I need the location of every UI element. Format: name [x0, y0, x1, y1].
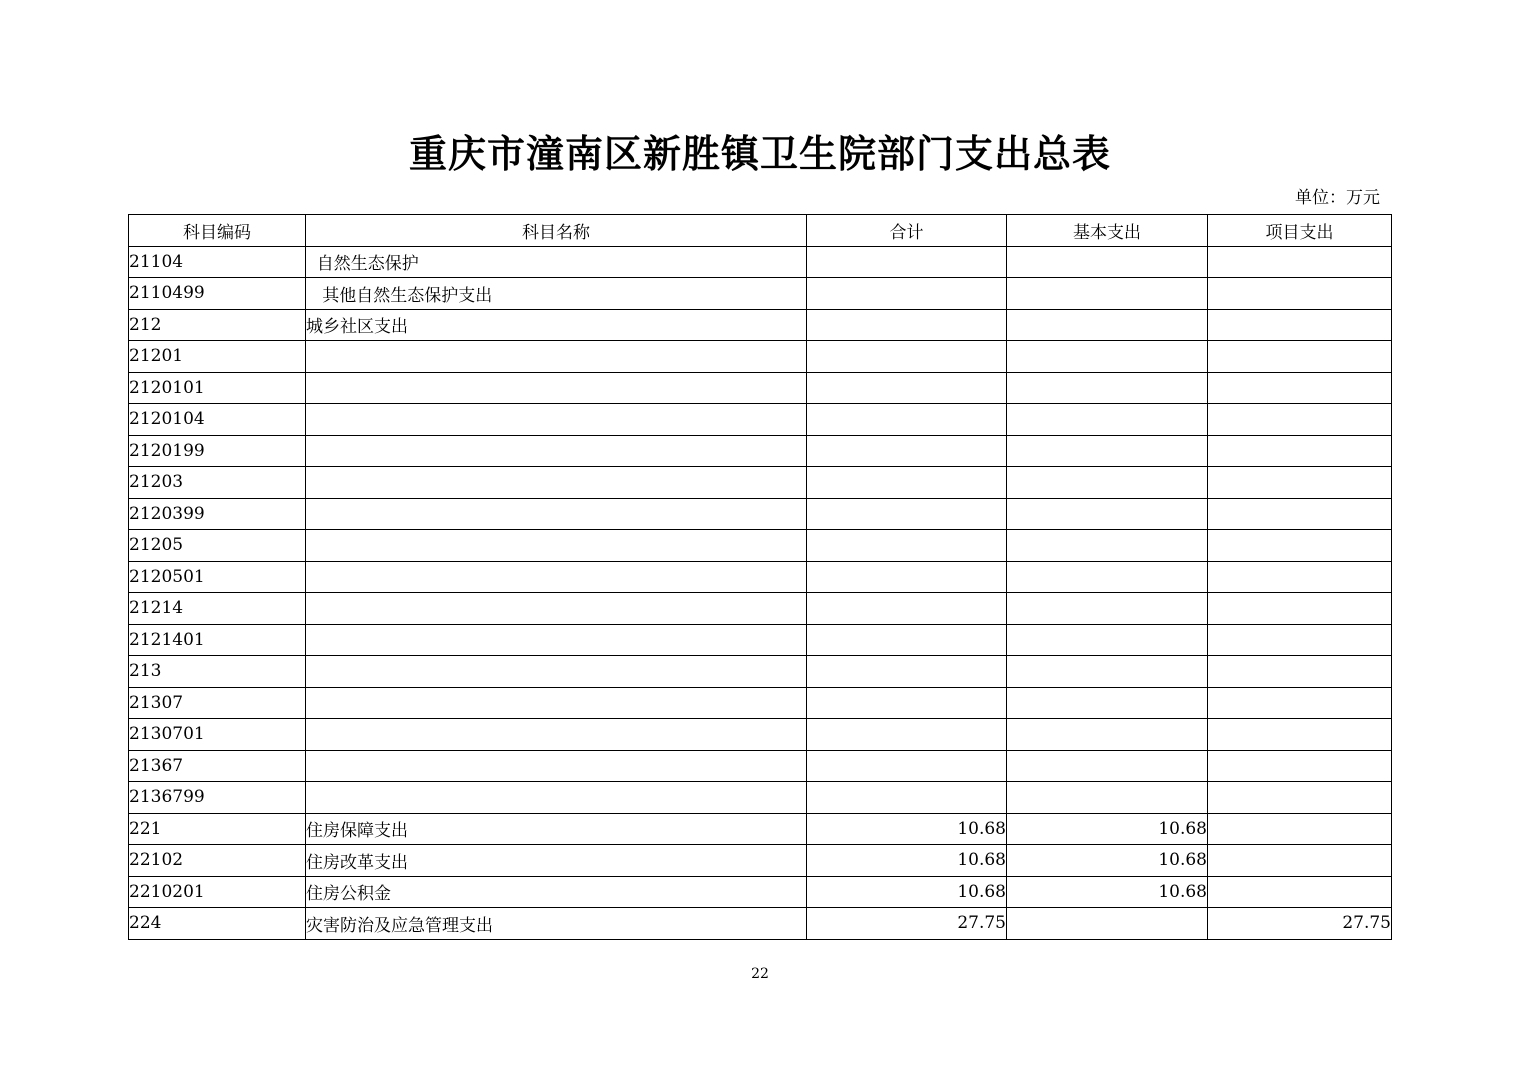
cell-name: 自然生态保护 — [306, 246, 807, 278]
cell-project — [1208, 593, 1392, 625]
table-body — [129, 246, 1392, 939]
column-header-project: 项目支出 — [1208, 215, 1392, 247]
page-number: 22 — [751, 966, 769, 982]
cell-project — [1208, 467, 1392, 499]
cell-total — [807, 309, 1007, 341]
cell-code: 21104 — [129, 246, 306, 278]
cell-basic — [1007, 404, 1208, 436]
cell-basic — [1007, 593, 1208, 625]
cell-code: 21205 — [129, 530, 306, 562]
cell-code: 2210201 — [129, 876, 306, 908]
cell-basic — [1007, 750, 1208, 782]
table-row — [129, 813, 1392, 845]
cell-total: 27.75 — [807, 908, 1007, 940]
cell-name — [306, 593, 807, 625]
cell-project — [1208, 813, 1392, 845]
cell-total — [807, 656, 1007, 688]
cell-name — [306, 404, 807, 436]
cell-total — [807, 435, 1007, 467]
cell-project — [1208, 656, 1392, 688]
table-row — [129, 782, 1392, 814]
cell-basic — [1007, 498, 1208, 530]
cell-basic: 10.68 — [1007, 845, 1208, 877]
cell-basic — [1007, 656, 1208, 688]
cell-basic — [1007, 467, 1208, 499]
cell-code: 2110499 — [129, 278, 306, 310]
column-header-total: 合计 — [807, 215, 1007, 247]
cell-basic — [1007, 908, 1208, 940]
table-row — [129, 719, 1392, 751]
table-row — [129, 876, 1392, 908]
cell-code: 21203 — [129, 467, 306, 499]
table-row — [129, 750, 1392, 782]
cell-code: 21214 — [129, 593, 306, 625]
cell-project: 27.75 — [1208, 908, 1392, 940]
cell-basic — [1007, 278, 1208, 310]
cell-code: 2120199 — [129, 435, 306, 467]
cell-total: 10.68 — [807, 876, 1007, 908]
table-row — [129, 372, 1392, 404]
cell-total — [807, 782, 1007, 814]
cell-project — [1208, 278, 1392, 310]
cell-name — [306, 341, 807, 373]
cell-basic — [1007, 435, 1208, 467]
cell-total — [807, 404, 1007, 436]
cell-code: 21307 — [129, 687, 306, 719]
cell-project — [1208, 372, 1392, 404]
table-row — [129, 467, 1392, 499]
table-header-row — [129, 215, 1392, 247]
cell-total — [807, 278, 1007, 310]
cell-total — [807, 624, 1007, 656]
cell-name — [306, 624, 807, 656]
cell-code: 2120399 — [129, 498, 306, 530]
table-row — [129, 341, 1392, 373]
table-row — [129, 845, 1392, 877]
cell-total — [807, 719, 1007, 751]
expenditure-table — [128, 214, 1392, 940]
cell-code: 2120101 — [129, 372, 306, 404]
cell-basic: 10.68 — [1007, 813, 1208, 845]
cell-total — [807, 687, 1007, 719]
cell-name — [306, 687, 807, 719]
cell-basic — [1007, 687, 1208, 719]
cell-total — [807, 498, 1007, 530]
cell-basic — [1007, 530, 1208, 562]
cell-total — [807, 341, 1007, 373]
column-header-basic: 基本支出 — [1007, 215, 1208, 247]
cell-name — [306, 719, 807, 751]
cell-name — [306, 561, 807, 593]
page-title: 重庆市潼南区新胜镇卫生院部门支出总表 — [408, 131, 1111, 176]
table-row — [129, 246, 1392, 278]
cell-basic — [1007, 782, 1208, 814]
cell-project — [1208, 435, 1392, 467]
cell-code: 21367 — [129, 750, 306, 782]
cell-code: 2120104 — [129, 404, 306, 436]
cell-name: 住房改革支出 — [306, 845, 807, 877]
table-row — [129, 530, 1392, 562]
cell-basic — [1007, 372, 1208, 404]
table-row — [129, 624, 1392, 656]
cell-total — [807, 530, 1007, 562]
cell-name — [306, 782, 807, 814]
cell-total: 10.68 — [807, 845, 1007, 877]
cell-name: 其他自然生态保护支出 — [306, 278, 807, 310]
cell-name — [306, 530, 807, 562]
cell-code: 2121401 — [129, 624, 306, 656]
cell-total — [807, 246, 1007, 278]
cell-project — [1208, 782, 1392, 814]
cell-code: 224 — [129, 908, 306, 940]
cell-project — [1208, 530, 1392, 562]
cell-project — [1208, 246, 1392, 278]
cell-basic — [1007, 246, 1208, 278]
cell-total — [807, 750, 1007, 782]
cell-basic: 10.68 — [1007, 876, 1208, 908]
cell-basic — [1007, 561, 1208, 593]
unit-label: 单位：万元 — [1295, 188, 1380, 208]
cell-code: 22102 — [129, 845, 306, 877]
cell-project — [1208, 561, 1392, 593]
cell-project — [1208, 624, 1392, 656]
cell-project — [1208, 404, 1392, 436]
cell-total — [807, 467, 1007, 499]
table-row — [129, 498, 1392, 530]
table-row — [129, 278, 1392, 310]
column-header-code: 科目编码 — [129, 215, 306, 247]
cell-basic — [1007, 309, 1208, 341]
table-row — [129, 561, 1392, 593]
cell-total — [807, 372, 1007, 404]
cell-name — [306, 750, 807, 782]
cell-name — [306, 498, 807, 530]
cell-code: 2136799 — [129, 782, 306, 814]
cell-name: 灾害防治及应急管理支出 — [306, 908, 807, 940]
table-row — [129, 404, 1392, 436]
table-row — [129, 656, 1392, 688]
cell-project — [1208, 498, 1392, 530]
cell-project — [1208, 687, 1392, 719]
table-row — [129, 687, 1392, 719]
column-header-name: 科目名称 — [306, 215, 807, 247]
cell-basic — [1007, 719, 1208, 751]
cell-total — [807, 593, 1007, 625]
cell-project — [1208, 341, 1392, 373]
table-row — [129, 593, 1392, 625]
cell-name — [306, 467, 807, 499]
cell-total: 10.68 — [807, 813, 1007, 845]
cell-name — [306, 372, 807, 404]
cell-basic — [1007, 341, 1208, 373]
table-row — [129, 435, 1392, 467]
cell-name: 城乡社区支出 — [306, 309, 807, 341]
cell-code: 221 — [129, 813, 306, 845]
cell-code: 2130701 — [129, 719, 306, 751]
cell-project — [1208, 750, 1392, 782]
cell-total — [807, 561, 1007, 593]
table-row — [129, 908, 1392, 940]
cell-name — [306, 656, 807, 688]
cell-project — [1208, 309, 1392, 341]
cell-name — [306, 435, 807, 467]
cell-project — [1208, 719, 1392, 751]
cell-project — [1208, 876, 1392, 908]
cell-code: 21201 — [129, 341, 306, 373]
table-row — [129, 309, 1392, 341]
cell-name: 住房公积金 — [306, 876, 807, 908]
cell-code: 213 — [129, 656, 306, 688]
cell-code: 2120501 — [129, 561, 306, 593]
cell-code: 212 — [129, 309, 306, 341]
cell-name: 住房保障支出 — [306, 813, 807, 845]
cell-project — [1208, 845, 1392, 877]
cell-basic — [1007, 624, 1208, 656]
